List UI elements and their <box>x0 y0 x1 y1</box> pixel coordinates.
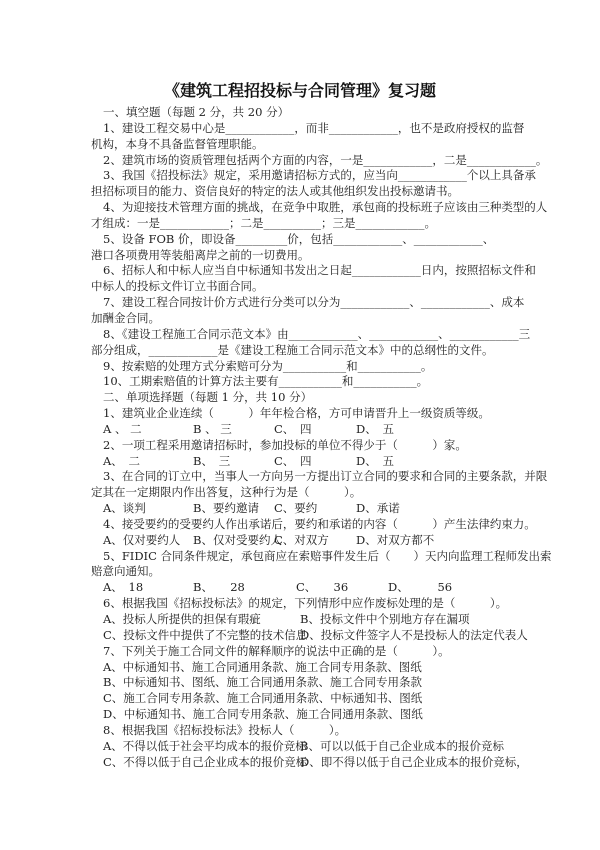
options-row <box>91 533 516 549</box>
question-text: 6、招标人和中标人应当自中标通知书发出之日起____________日内，按照招标文件和 <box>103 263 536 278</box>
option: C、 36 <box>296 580 349 595</box>
option: D、投标文件签字人不是投标人的法定代表人 <box>300 627 528 642</box>
options-row <box>91 580 516 596</box>
question-text: 10、工期索赔值的计算方法主要有___________和___________。 <box>103 374 429 389</box>
option: A、中标通知书、施工合同通用条款、施工合同专用条款、图纸 <box>103 659 422 674</box>
question <box>91 326 531 359</box>
question-text: 3、在合同的订立中，当事人一方向另一方提出订立合同的要求和合同的主要条款，并限 <box>103 469 548 484</box>
option: A、投标人所提供的担保有瑕疵 <box>103 612 261 626</box>
question-text: 8、《建设工程施工合同示范文本》由____________、____________、____________三 <box>103 326 531 341</box>
option: A 、 二 <box>103 421 142 436</box>
option: D、即不得以低于自己企业成本的报价竞标， <box>300 754 528 769</box>
option: A、谈判 <box>103 501 146 516</box>
question <box>91 263 536 295</box>
question-text: 4、为迎接技术管理方面的挑战，在竞争中取胜，承包商的投标班子应该由三种类型的人 <box>103 200 548 215</box>
option: A、 18 <box>103 580 144 595</box>
question-text: 7、下列关于施工合同文件的解释顺序的说法中正确的是（ ）。 <box>103 643 450 658</box>
question-text: 8、根据我国《招标投标法》投标人（ ）。 <box>103 722 347 737</box>
options-row <box>91 627 528 644</box>
option: C、施工合同专用条款、施工合同通用条款、中标通知书、图纸 <box>103 691 423 706</box>
option: A、 二 <box>103 453 141 468</box>
question <box>91 644 516 723</box>
question <box>91 295 525 327</box>
question-text: 部分组成，____________是《建设工程施工合同示范文本》中的总纲性的文件。 <box>91 342 494 357</box>
option: B、可以以低于自己企业成本的报价竞标 <box>300 738 504 753</box>
options-row <box>91 454 516 470</box>
options-row <box>91 707 516 723</box>
option: A、仅对要约人 <box>103 532 181 547</box>
question-text: 5、FIDIC 合同条件规定，承包商应在索赔事件发生后（ ）天内向监理工程师发出索 <box>103 548 552 563</box>
option: D、 五 <box>356 453 394 468</box>
option: A、不得以低于社会平均成本的报价竞标 <box>103 738 307 753</box>
option: C、 四 <box>274 453 312 468</box>
question <box>91 359 516 375</box>
question-text: 1、建筑业企业连续（ ）年年检合格，方可申请晋升上一级资质等级。 <box>103 406 490 421</box>
question-text: 定其在一定期限内作出答复，这种行为是（ ）。 <box>91 485 362 500</box>
options-row <box>91 660 516 676</box>
option: D、对双方都不 <box>356 532 435 547</box>
question-text: 加酬金合同。 <box>91 310 160 325</box>
options-row <box>91 501 516 517</box>
option: D、中标通知书、施工合同专用条款、施工合同通用条款、图纸 <box>103 707 423 722</box>
question <box>91 152 548 169</box>
options-row <box>91 739 516 755</box>
option: D、承诺 <box>356 501 400 516</box>
question-text: 1、建设工程交易中心是____________，而非____________，也不是政府授权的监督 <box>103 120 525 135</box>
question-text: 6、根据我国《招标投标法》的规定，下列情形中应作废标处理的是（ ）。 <box>103 596 508 611</box>
option: B、投标文件中个别地方存在漏项 <box>300 612 470 626</box>
question-text: 7、建设工程合同按计价方式进行分类可以分为____________、____________、成本 <box>103 295 525 310</box>
option: C、不得以低于自己企业成本的报价竞标 <box>103 754 308 769</box>
question-text: 2、建筑市场的资质管理包括两个方面的内容，一是____________，二是____________。 <box>103 152 548 167</box>
option: C、 四 <box>274 421 312 436</box>
option: C、投标文件中提供了不完整的技术信息 <box>103 627 308 642</box>
question-text: 3、我国《招投标法》规定，采用邀请招标方式的，应当向____________个以上具备承 <box>103 168 536 183</box>
question-text: 5、设备 FOB 价，即设备_________价，包括____________、____________、 <box>103 231 495 246</box>
option: C、要约 <box>274 501 318 516</box>
options-row <box>91 612 516 628</box>
option: B、 28 <box>193 580 245 595</box>
question <box>91 548 552 597</box>
question <box>91 596 528 644</box>
question-text: 机构，本身不具备监督管理职能。 <box>91 136 264 151</box>
question <box>91 406 516 438</box>
question <box>91 722 528 771</box>
fill-in-section-heading: 一、填空题（每题 2 分，共 20 分） <box>103 105 290 119</box>
option: B、中标通知书、图纸、施工合同通用条款、施工合同专用条款 <box>103 675 422 690</box>
document-body <box>91 105 552 770</box>
option: B、仅对受要约人 <box>193 532 282 547</box>
question <box>91 232 516 264</box>
option: D、 56 <box>388 580 453 595</box>
question-text: 9、按索赔的处理方式分索赔可分为___________和___________。 <box>103 358 433 373</box>
question <box>91 438 516 470</box>
question <box>91 200 548 232</box>
question <box>91 374 516 390</box>
option: C、对双方 <box>274 532 329 547</box>
option: B、 三 <box>193 453 231 468</box>
question-text: 4、接受要约的受要约人作出承诺后，要约和承诺的内容（ ）产生法律约束力。 <box>103 516 536 531</box>
options-row <box>91 691 516 707</box>
question-text: 担招标项目的能力、资信良好的特定的法人或其他组织发出投标邀请书。 <box>91 184 459 199</box>
question <box>91 168 536 200</box>
option: D、 五 <box>356 421 394 436</box>
fill-in-section <box>91 105 548 390</box>
question-text: 赔意向通知。 <box>91 564 160 579</box>
question-text: 才组成：一是____________；二是__________；三是____________。 <box>91 215 436 230</box>
question <box>91 516 536 549</box>
document-title: 《建筑工程招投标与合同管理》复习题 <box>163 81 436 100</box>
option: B 、 三 <box>193 421 232 436</box>
options-row <box>91 422 516 438</box>
question-text: 2、一项工程采用邀请招标时，参加投标的单位不得少于（ ）家。 <box>103 437 467 452</box>
question <box>91 120 525 153</box>
question-text: 中标人的投标文件订立书面合同。 <box>91 279 264 294</box>
choice-section-heading: 二、单项选择题（每题 1 分，共 10 分） <box>103 390 313 405</box>
option: B、要约邀请 <box>193 501 259 516</box>
options-row <box>91 675 516 691</box>
options-row <box>91 754 528 771</box>
question <box>91 469 548 517</box>
question-text: 港口各项费用等装船离岸之前的一切费用。 <box>91 247 310 262</box>
choice-section <box>91 390 552 770</box>
